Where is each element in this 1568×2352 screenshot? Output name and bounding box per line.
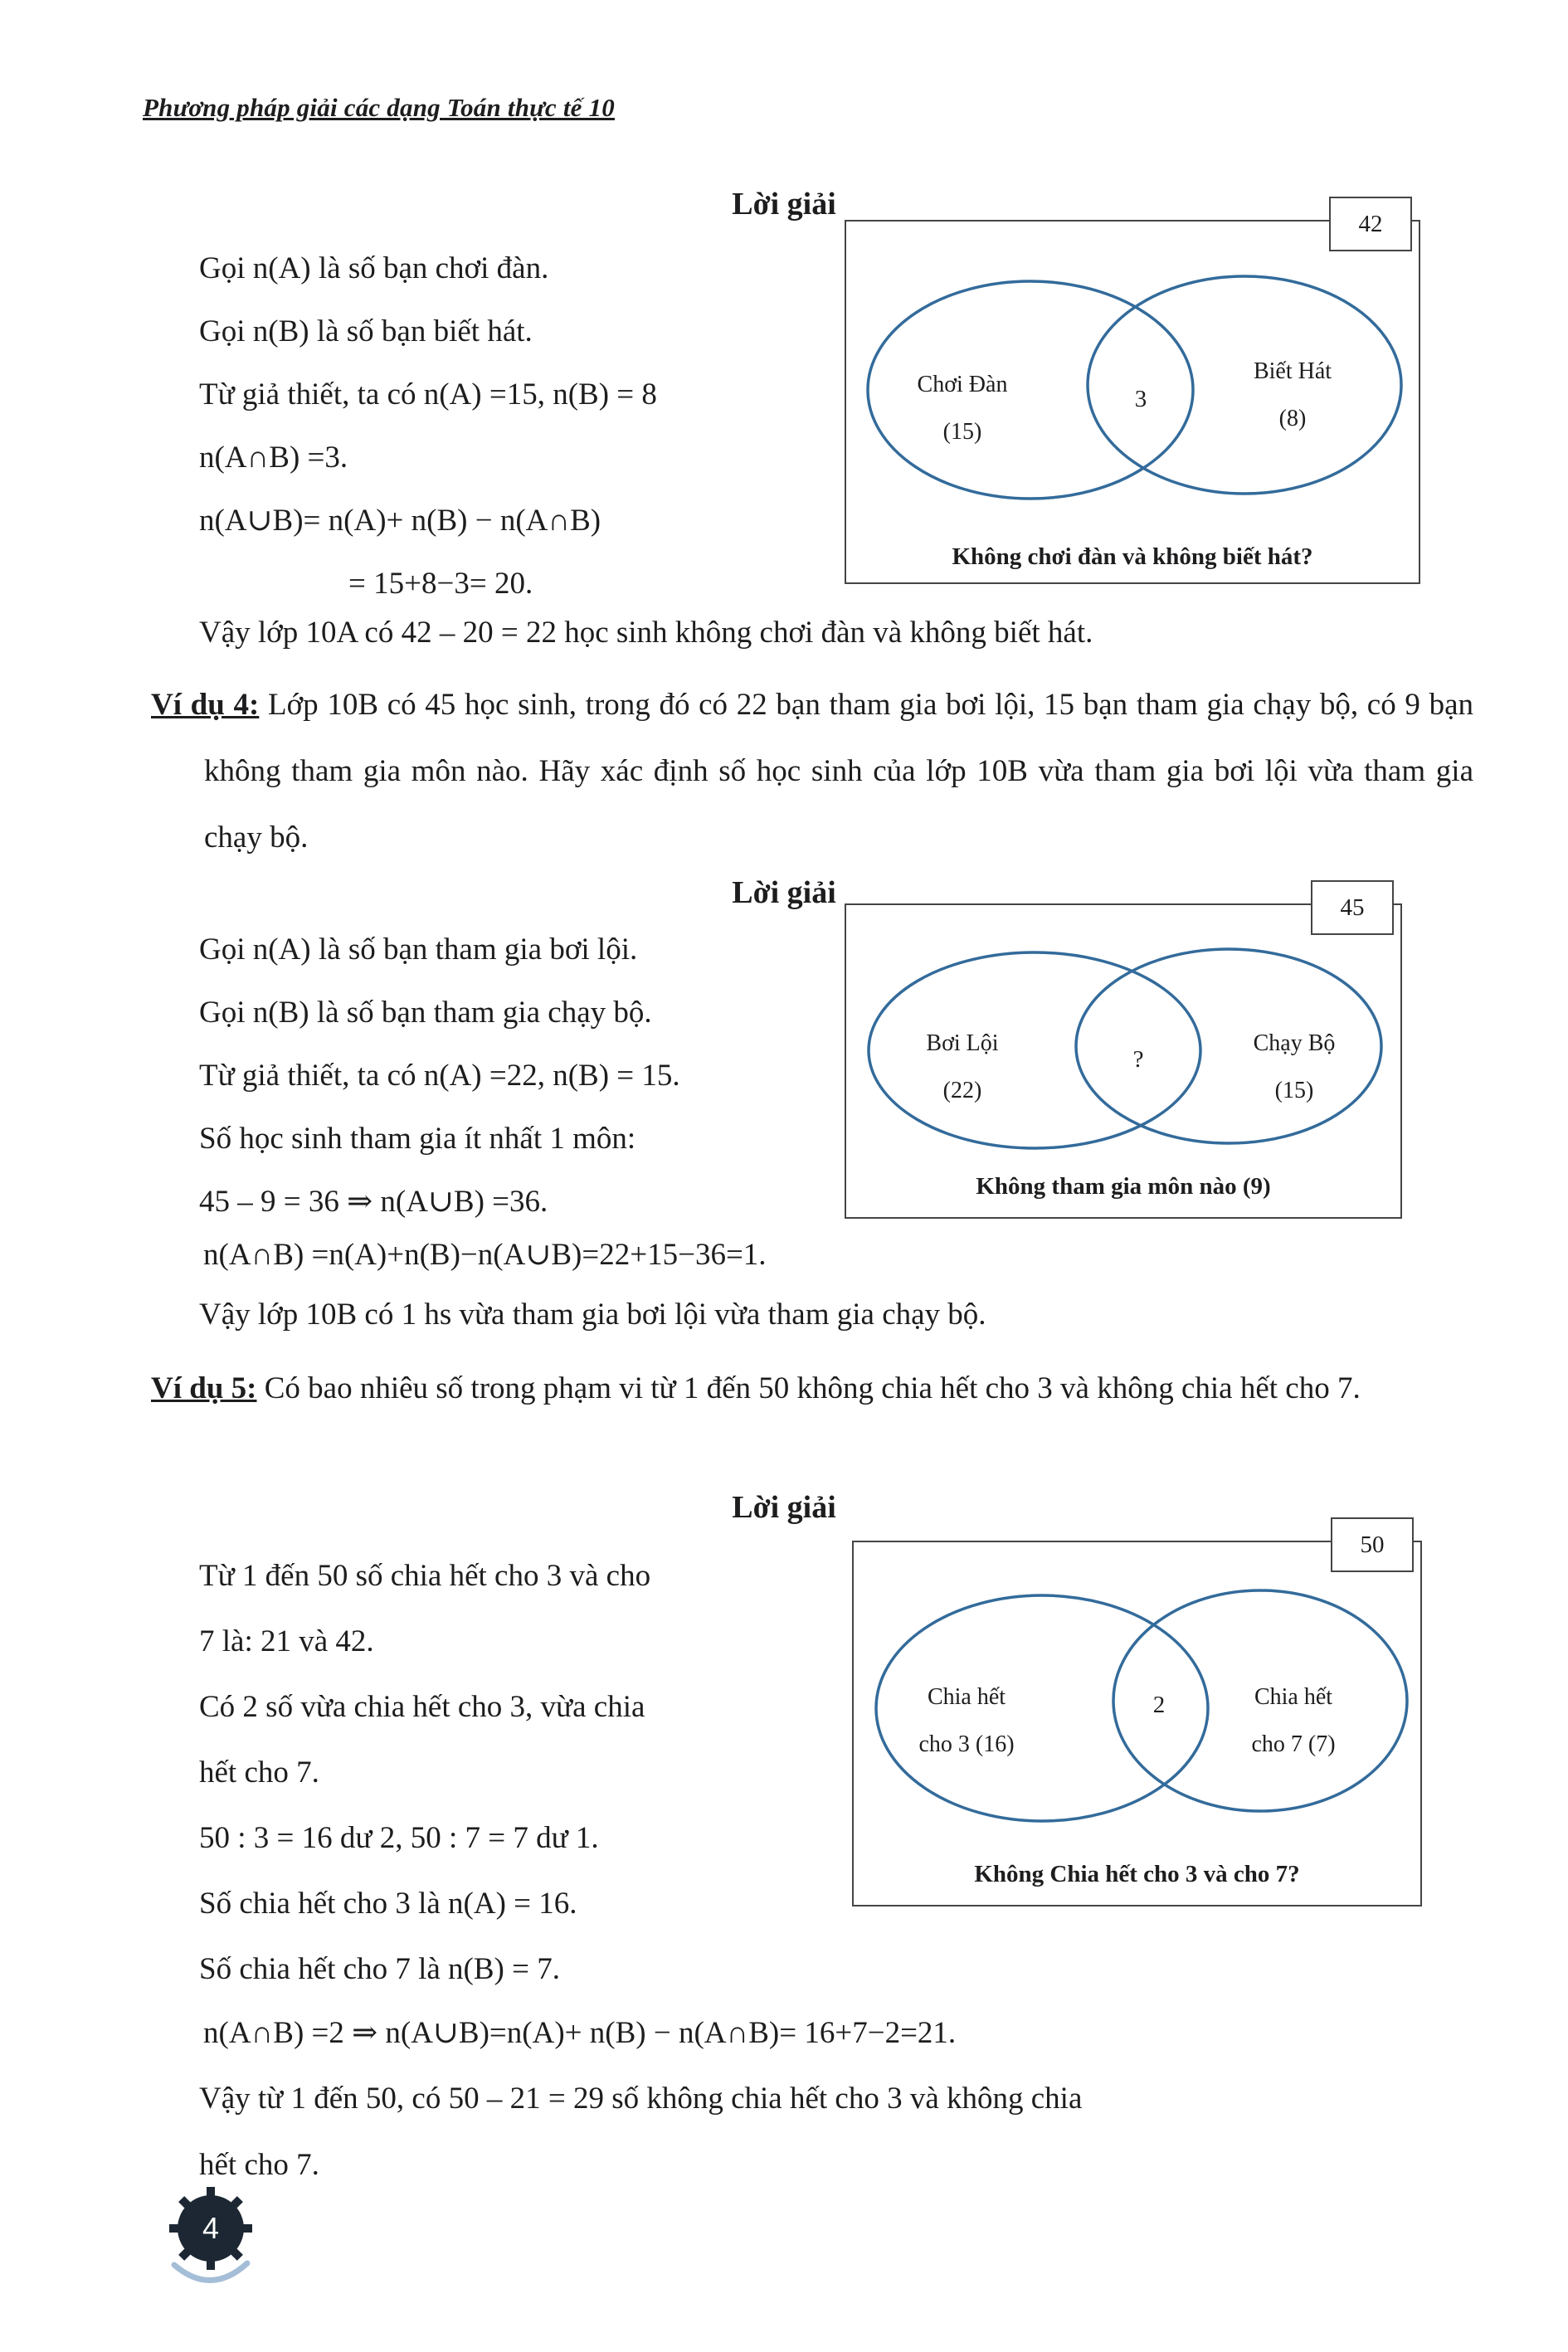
venn-right-circle xyxy=(1076,949,1381,1143)
solution-line: Gọi n(A) là số bạn tham gia bơi lội. xyxy=(199,933,638,967)
solution-line: 50 : 3 = 16 dư 2, 50 : 7 = 7 dư 1. xyxy=(199,1821,599,1855)
venn-right-label-line2: (15) xyxy=(1274,1078,1314,1103)
solution-line: Từ 1 đến 50 số chia hết cho 3 và cho xyxy=(199,1559,651,1593)
venn-right-label-line1: Chia hết xyxy=(1254,1684,1333,1710)
solution3-conclusion-line1: Vậy từ 1 đến 50, có 50 – 21 = 29 số không chia hết cho 3 và không chia xyxy=(199,2082,1083,2116)
solution-line: hết cho 7. xyxy=(199,1755,319,1790)
solution2-formula: n(A∩B) =n(A)+n(B)−n(A∪B)=22+15−36=1. xyxy=(203,1238,767,1272)
venn-caption: Không chơi đàn và không biết hát? xyxy=(952,543,1313,570)
venn-diagram-sports xyxy=(845,894,1402,1219)
solution-line: n(A∩B) =3. xyxy=(199,441,348,475)
example4-text: Lớp 10B có 45 học sinh, trong đó có 22 bạn tham gia bơi lội, 15 bạn tham gia chạy bộ, có 9 bạn không tham gia môn nào. Hãy xác định số học sinh của lớp 10B vừa tham gia bơi lội vừa tham gia chạy bộ. xyxy=(204,688,1474,855)
venn-right-label-line1: Biết Hát xyxy=(1253,358,1332,384)
solution2-conclusion: Vậy lớp 10B có 1 hs vừa tham gia bơi lội vừa tham gia chạy bộ. xyxy=(199,1298,986,1332)
solution3-text xyxy=(199,1543,650,2002)
venn-left-label-line2: cho 3 (16) xyxy=(918,1731,1015,1757)
solution-line: Số chia hết cho 7 là n(B) = 7. xyxy=(199,1952,560,1986)
venn-right-label xyxy=(1254,1020,1336,1114)
solution-line: 45 – 9 = 36 ⇒ n(A∪B) =36. xyxy=(199,1185,548,1219)
venn-diagram-music xyxy=(845,210,1420,584)
venn-right-label-line1: Chạy Bộ xyxy=(1253,1030,1336,1056)
solution-line: Từ giả thiết, ta có n(A) =22, n(B) = 15. xyxy=(199,1059,680,1093)
venn-left-label-line2: (15) xyxy=(942,419,982,445)
venn-caption: Không Chia hết cho 3 và cho 7? xyxy=(974,1861,1300,1887)
venn-left-label xyxy=(926,1020,998,1114)
solution-line: Gọi n(A) là số bạn chơi đàn. xyxy=(199,251,549,285)
venn-intersection-value: ? xyxy=(1132,1046,1144,1073)
solution2-text xyxy=(199,918,680,1234)
solution-line: = 15+8−3= 20. xyxy=(348,567,533,601)
venn-right-circle xyxy=(1088,276,1401,494)
venn-total-value: 45 xyxy=(1340,894,1365,921)
solution1-conclusion: Vậy lớp 10A có 42 – 20 = 22 học sinh không chơi đàn và không biết hát. xyxy=(199,616,1093,650)
example5-label: Ví dụ 5: xyxy=(151,1371,257,1405)
solution-line: Từ giả thiết, ta có n(A) =15, n(B) = 8 xyxy=(199,377,657,411)
solution1-text xyxy=(199,237,657,616)
venn-total-value: 50 xyxy=(1360,1531,1385,1558)
solution1-heading: Lời giải xyxy=(732,187,836,222)
venn-left-circle xyxy=(869,952,1200,1148)
venn-left-label xyxy=(918,1673,1014,1768)
venn-intersection-value: 2 xyxy=(1152,1692,1166,1718)
venn-right-label-line2: (8) xyxy=(1278,406,1307,431)
venn-diagram-divisibility xyxy=(852,1531,1422,1906)
solution2-heading: Lời giải xyxy=(732,875,836,910)
venn-left-label-line1: Chơi Đàn xyxy=(917,372,1008,397)
page-header-title: Phương pháp giải các dạng Toán thực tế 10 xyxy=(143,93,615,122)
solution-line: 7 là: 21 và 42. xyxy=(199,1624,374,1658)
venn-right-label xyxy=(1251,1673,1335,1768)
solution-line: Có 2 số vừa chia hết cho 3, vừa chia xyxy=(199,1690,645,1724)
venn-left-label xyxy=(918,361,1008,455)
example4-label: Ví dụ 4: xyxy=(151,688,260,722)
solution-line: Gọi n(B) là số bạn tham gia chạy bộ. xyxy=(199,996,652,1030)
example4-paragraph xyxy=(151,672,1473,871)
venn-left-label-line1: Bơi Lội xyxy=(926,1030,999,1056)
venn-caption: Không tham gia môn nào (9) xyxy=(976,1173,1271,1200)
venn-left-label-line2: (22) xyxy=(942,1078,982,1103)
solution-line: Gọi n(B) là số bạn biết hát. xyxy=(199,314,533,348)
solution-line: Số chia hết cho 3 là n(A) = 16. xyxy=(199,1887,577,1921)
venn-left-label-line1: Chia hết xyxy=(927,1684,1006,1710)
venn-total-value: 42 xyxy=(1358,210,1383,237)
solution-line: n(A∪B)= n(A)+ n(B) − n(A∩B) xyxy=(199,504,601,538)
venn-right-label xyxy=(1254,348,1332,442)
solution3-formula: n(A∩B) =2 ⇒ n(A∪B)=n(A)+ n(B) − n(A∩B)= 16+7−2=21. xyxy=(203,2016,957,2050)
example5-paragraph xyxy=(151,1356,1473,1422)
page-number-badge xyxy=(163,2182,264,2300)
solution3-heading: Lời giải xyxy=(732,1490,836,1525)
venn-intersection-value: 3 xyxy=(1134,386,1147,412)
solution-line: Số học sinh tham gia ít nhất 1 môn: xyxy=(199,1122,636,1156)
venn-right-label-line2: cho 7 (7) xyxy=(1251,1731,1336,1757)
page-number: 4 xyxy=(202,2211,220,2245)
example5-text: Có bao nhiêu số trong phạm vi từ 1 đến 50 không chia hết cho 3 và không chia hết cho 7. xyxy=(264,1371,1361,1405)
solution3-conclusion-line2: hết cho 7. xyxy=(199,2148,319,2182)
